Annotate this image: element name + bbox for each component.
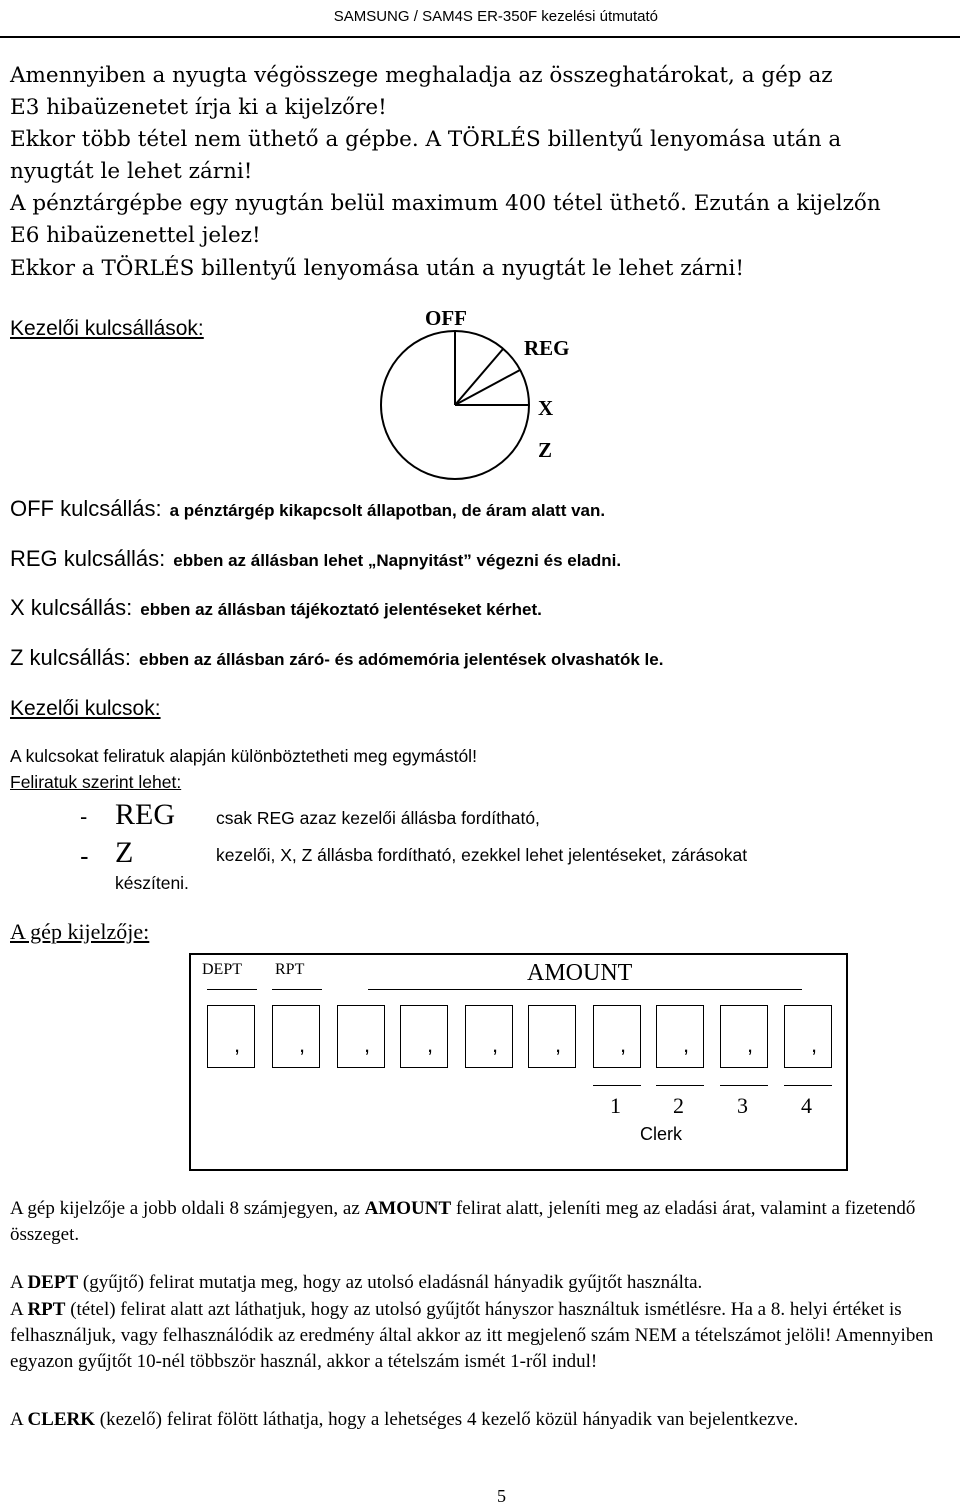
digit-comma: ,: [683, 1032, 690, 1057]
keys-intro: A kulcsokat feliratuk alapján különböztetheti meg egymástól!: [10, 746, 477, 766]
clerk-line-2: [656, 1085, 704, 1086]
digit-comma: ,: [811, 1032, 818, 1057]
paragraph-rpt: [10, 1297, 952, 1375]
digit-cell-5: [465, 1005, 513, 1068]
digit-comma: ,: [620, 1032, 627, 1057]
intro-line-6: E6 hibaüzenettel jelez!: [10, 223, 261, 248]
p1-text-b: AMOUNT: [364, 1198, 452, 1219]
diagram-label-reg: REG: [524, 336, 570, 360]
key-reg-name: REG: [115, 798, 175, 831]
key-position-diagram: [380, 330, 540, 480]
key-z-desc-cont: készíteni.: [115, 873, 189, 893]
digit-cell-7: [593, 1005, 641, 1068]
digit-cell-10: [784, 1005, 832, 1068]
digit-cell-3: [337, 1005, 385, 1068]
intro-line-2: E3 hibaüzenetet írja ki a kijelzőre!: [10, 95, 387, 120]
keys-heading: Kezelői kulcsok:: [10, 697, 161, 720]
paragraph-dept: [10, 1270, 952, 1296]
key-positions-heading: Kezelői kulcsállások:: [10, 317, 204, 340]
p4-text-b: CLERK: [27, 1409, 96, 1430]
p2-text-c: (gyűjtő) felirat mutatja meg, hogy az utolsó eladásnál hányadik gyűjtőt használta.: [78, 1272, 703, 1293]
intro-line-5: A pénztárgépbe egy nyugtán belül maximum 400 tétel üthető. Ezután a kijelzőn: [10, 191, 881, 216]
digit-comma: ,: [234, 1032, 241, 1057]
position-x-desc: ebben az állásban tájékoztató jelentéseket kérhet.: [140, 600, 542, 619]
display-amount-label: AMOUNT: [527, 960, 633, 986]
position-z-desc: ebben az állásban záró- és adómemória jelentések olvashatók le.: [139, 650, 664, 669]
digit-comma: ,: [492, 1032, 499, 1057]
intro-line-4: nyugtát le lehet zárni!: [10, 159, 253, 184]
amount-underline: [368, 989, 802, 990]
p2-text-a: A: [10, 1272, 28, 1293]
display-heading: A gép kijelzője:: [10, 919, 150, 944]
p1-text-c: felirat alatt, jeleníti meg az eladási árat, valamint a fizetendő összeget.: [10, 1198, 916, 1245]
page-header: [0, 0, 960, 38]
clerk-number-1: 1: [610, 1093, 621, 1118]
clerk-label: Clerk: [640, 1124, 683, 1144]
p4-text-a: A: [10, 1409, 28, 1430]
clerk-line-3: [720, 1085, 768, 1086]
digit-comma: ,: [299, 1032, 306, 1057]
key-z-dash: -: [80, 841, 89, 871]
key-z-name: Z: [115, 836, 134, 869]
position-x-label: X kulcsállás:: [10, 595, 133, 620]
digit-cell-4: [400, 1005, 448, 1068]
intro-line-1: Amennyiben a nyugta végösszege meghaladja az összeghatárokat, a gép az: [10, 63, 833, 88]
position-reg: [10, 546, 621, 572]
position-reg-desc: ebben az állásban lehet „Napnyitást” végezni és eladni.: [173, 551, 622, 570]
intro-line-3: Ekkor több tétel nem üthető a gépbe. A TÖRLÉS billentyű lenyomása után a: [10, 127, 842, 152]
p4-text-c: (kezelő) felirat fölött láthatja, hogy a lehetséges 4 kezelő közül hányadik van bejelentkezve.: [95, 1409, 799, 1430]
clerk-number-4: 4: [801, 1093, 812, 1118]
p2-text-b: DEPT: [27, 1272, 79, 1293]
dial-line-reg: [455, 349, 503, 405]
diagram-label-off: OFF: [425, 306, 467, 330]
clerk-line-4: [784, 1085, 832, 1086]
paragraph-amount: [10, 1196, 952, 1248]
digit-cell-6: [528, 1005, 576, 1068]
digit-cell-2: [272, 1005, 320, 1068]
keys-subheading: Feliratuk szerint lehet:: [10, 772, 182, 792]
digit-cell-1: [207, 1005, 255, 1068]
p3-text-c: (tétel) felirat alatt azt láthatjuk, hogy az utolsó gyűjtőt hányszor használtuk ismétlésre. Ha a 8. helyi értéket is felhasználjuk, vagy felhasználódik az eredmény által akkor az itt megjelenő szám NEM a tételszámot jelöli! Amennyiben egyazon gyűjtőt 10-nél többször használ, akkor a tételszám ismét 1-ről indul!: [10, 1299, 934, 1372]
clerk-number-2: 2: [673, 1093, 684, 1118]
digit-cell-9: [720, 1005, 768, 1068]
digit-comma: ,: [364, 1032, 371, 1057]
position-z: [10, 645, 663, 671]
key-reg-dash: -: [80, 804, 88, 829]
position-off-label: OFF kulcsállás:: [10, 496, 162, 521]
key-z-desc: kezelői, X, Z állásba fordítható, ezekkel lehet jelentéseket, zárásokat: [216, 845, 748, 865]
p3-text-b: RPT: [27, 1299, 66, 1320]
clerk-number-3: 3: [737, 1093, 748, 1118]
diagram-label-z: Z: [538, 438, 553, 462]
digit-comma: ,: [427, 1032, 434, 1057]
digit-cell-8: [656, 1005, 704, 1068]
clerk-line-1: [593, 1085, 641, 1086]
position-off-desc: a pénztárgép kikapcsolt állapotban, de áram alatt van.: [169, 501, 606, 520]
dial-line-x: [455, 370, 520, 405]
position-z-label: Z kulcsállás:: [10, 645, 132, 670]
position-x: [10, 595, 542, 621]
digit-comma: ,: [555, 1032, 562, 1057]
diagram-label-x: X: [538, 396, 554, 420]
dept-underline: [207, 989, 257, 990]
header-title: SAMSUNG / SAM4S ER-350F kezelési útmutató: [333, 8, 658, 25]
p1-text-a: A gép kijelzője a jobb oldali 8 számjegyen, az: [10, 1198, 365, 1219]
rpt-underline: [272, 989, 322, 990]
display-rpt-label: RPT: [275, 961, 305, 978]
page-number: 5: [497, 1486, 506, 1506]
p3-text-a: A: [10, 1299, 28, 1320]
intro-line-7: Ekkor a TÖRLÉS billentyű lenyomása után a nyugtát le lehet zárni!: [10, 256, 745, 281]
display-dept-label: DEPT: [202, 961, 242, 978]
paragraph-clerk: [10, 1407, 952, 1433]
position-off: [10, 496, 605, 522]
digit-comma: ,: [747, 1032, 754, 1057]
position-reg-label: REG kulcsállás:: [10, 546, 166, 571]
key-reg-desc: csak REG azaz kezelői állásba fordítható,: [216, 808, 540, 828]
